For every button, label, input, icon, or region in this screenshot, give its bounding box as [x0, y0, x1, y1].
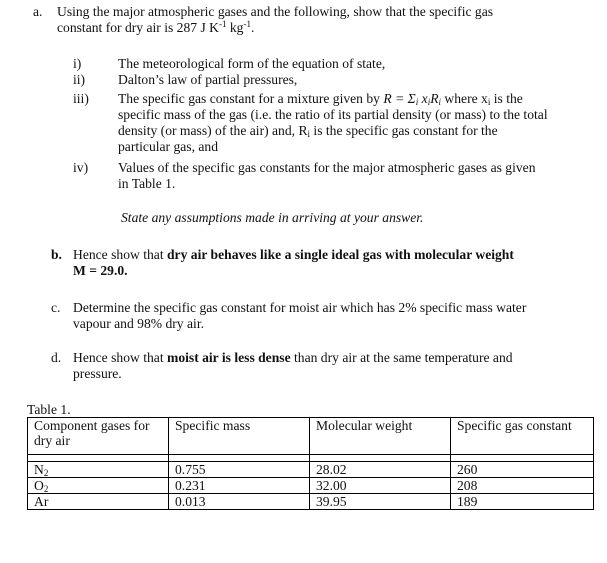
item-iv-number: iv): [73, 160, 89, 175]
question-a-line-1: Using the major atmospheric gases and the following, show that the specific gas: [57, 4, 494, 19]
table-spacer-row: [28, 455, 594, 462]
item-iii-line-2: specific mass of the gas (i.e. the ratio of its partial density (or mass) to the total: [118, 107, 548, 122]
item-iv-line-1: Values of the specific gas constants for the major atmospheric gases as given: [118, 160, 536, 175]
specific-mass-cell: 0.013: [169, 494, 310, 510]
molecular-weight-cell: 32.00: [310, 478, 451, 494]
question-c-label: c.: [51, 300, 61, 315]
item-iii-line-3: density (or mass) of the air) and, $R_i$ is the specific gas constant for the: [118, 123, 498, 139]
item-ii-text: Dalton’s law of partial pressures,: [118, 72, 298, 87]
table-row: [28, 462, 594, 478]
molecular-weight-cell: 28.02: [310, 462, 451, 478]
question-d-label: d.: [51, 350, 62, 365]
question-b-line-1: Hence show that dry air behaves like a single ideal gas with molecular weight: [73, 247, 514, 262]
gas-constants-table: [27, 417, 594, 510]
item-i-text: The meteorological form of the equation of state,: [118, 56, 386, 71]
question-b-line-2: M = 29.0.: [73, 263, 128, 278]
table-header-row: [28, 418, 594, 455]
table-row: [28, 494, 594, 510]
gas-cell: $N_2$: [28, 462, 169, 478]
header-molecular-weight: Molecular weight: [310, 418, 451, 455]
gas-cell: $O_2$: [28, 478, 169, 494]
table-title: Table 1.: [27, 402, 71, 417]
item-iii-line-1: The specific gas constant for a mixture given by $R = \Sigma_i$ $x_iR_i$ where $x_i$ is the: [118, 91, 523, 107]
mixture-formula: $R = \Sigma_i$ $x_iR_i$: [383, 91, 442, 107]
assumption-note: State any assumptions made in arriving at your answer.: [121, 210, 424, 225]
specific-mass-cell: 0.231: [169, 478, 310, 494]
molecular-weight-cell: 39.95: [310, 494, 451, 510]
question-c-line-1: Determine the specific gas constant for moist air which has 2% specific mass water: [73, 300, 527, 315]
item-iii-number: iii): [73, 91, 89, 106]
gas-constant-cell: 189: [451, 494, 594, 510]
header-specific-gas-constant: Specific gas constant: [451, 418, 594, 455]
table-row: [28, 478, 594, 494]
question-a-label: a.: [33, 4, 43, 19]
question-d-line-1: Hence show that moist air is less dense than dry air at the same temperature and: [73, 350, 513, 365]
specific-mass-cell: 0.755: [169, 462, 310, 478]
question-a-line-2: constant for dry air is 287 J $K^{-1}$ $kg^{-1}$.: [57, 19, 255, 35]
item-iv-line-2: in Table 1.: [118, 176, 176, 191]
gas-constant-cell: 208: [451, 478, 594, 494]
gas-cell: Ar: [28, 494, 169, 510]
item-ii-number: ii): [73, 72, 86, 87]
header-specific-mass: Specific mass: [169, 418, 310, 455]
item-iii-line-4: particular gas, and: [118, 139, 219, 154]
question-b-label: b.: [51, 247, 62, 262]
question-c-line-2: vapour and 98% dry air.: [73, 316, 204, 331]
question-d-line-2: pressure.: [73, 366, 122, 381]
gas-constant-cell: 260: [451, 462, 594, 478]
header-component-gases: Component gases for dry air: [28, 418, 169, 455]
item-i-number: i): [73, 56, 82, 71]
